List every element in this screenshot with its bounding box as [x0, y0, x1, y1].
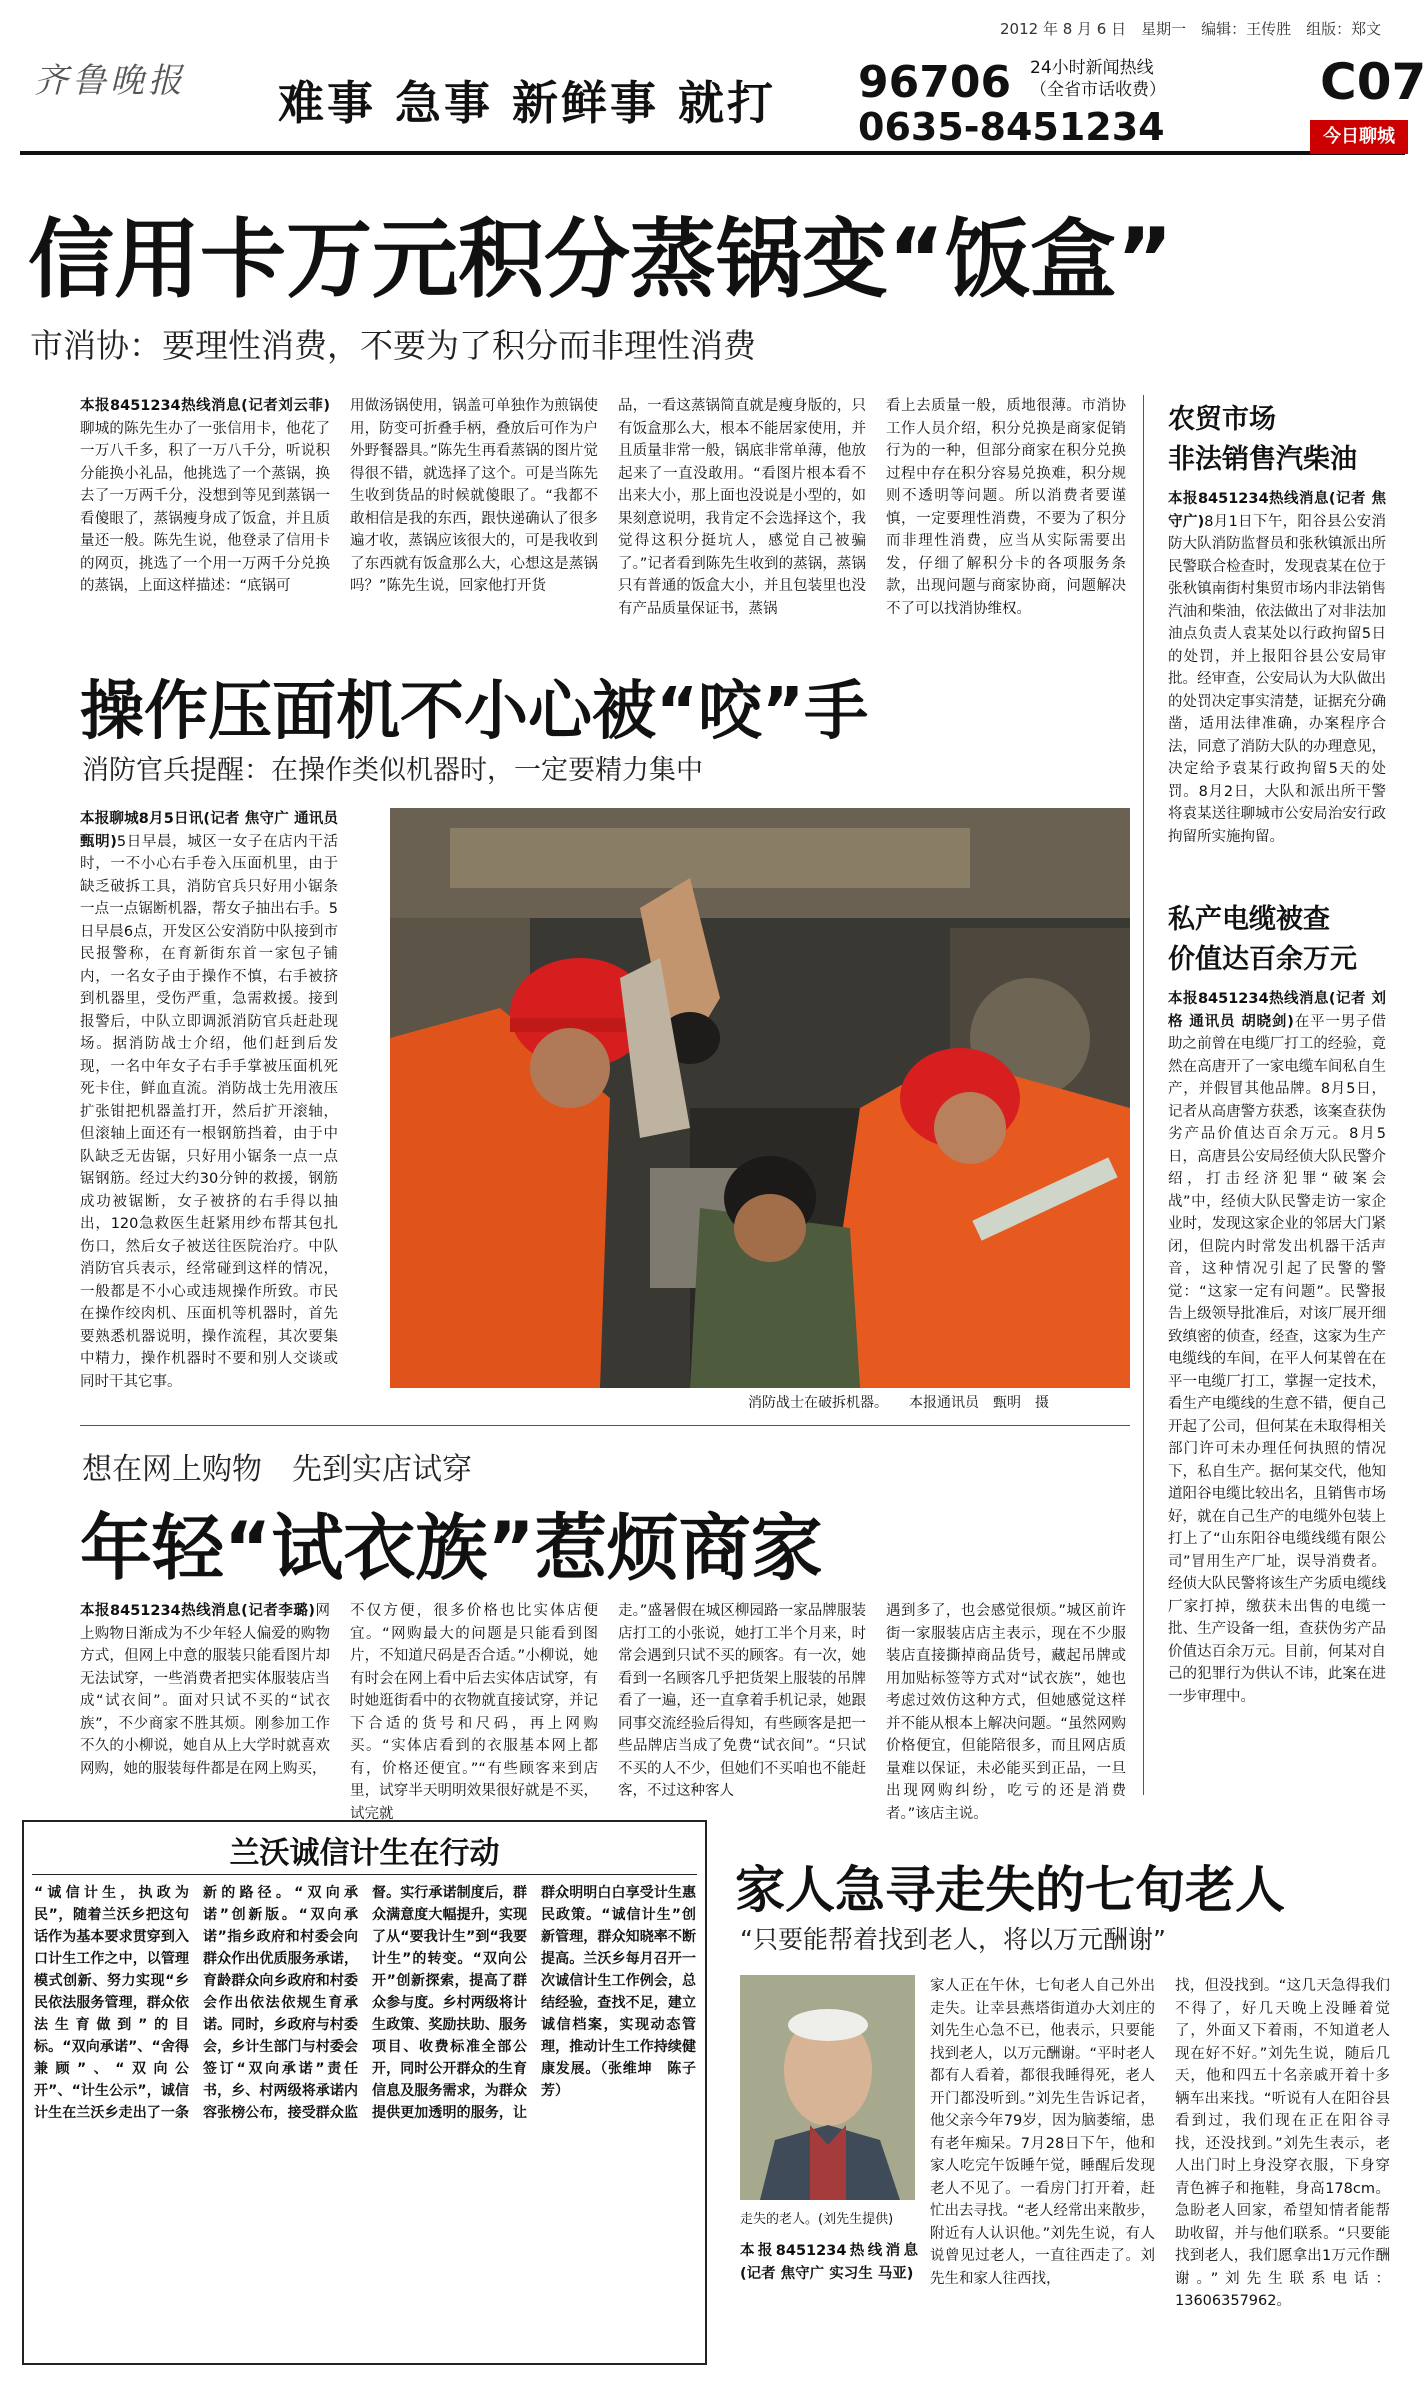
article3-byline: 本报8451234热线消息(记者李璐) [80, 1603, 315, 1619]
article5-byline: 本报8451234热线消息(记者 焦守广 实习生 马亚) [740, 2243, 918, 2282]
article5-col2 [930, 1975, 1155, 2370]
article1-text: 聊城的陈先生办了一张信用卡，他花了一万八千多，积了一万八千分，听说积分能换小礼品，他挑选了一个蒸锅，换去了一万两千分，没想到等见到蒸锅一看傻眼了，蒸锅瘦身成了饭盒，并且质量还一般。陈先生说，他登录了信用卡的网页，挑选了一个用一万两千分兑换的蒸锅，上面这样描述：“底锅可 [80, 420, 330, 594]
article1-col1 [80, 395, 330, 630]
article1-byline: 本报8451234热线消息(记者刘云菲) [80, 398, 330, 414]
hotline-note-text: 24小时新闻热线（全省市话收费） [1030, 58, 1166, 100]
article1-col2 [350, 395, 598, 630]
portrait-illustration [740, 1975, 915, 2200]
article3-kicker: 想在网上购物 先到实店试穿 [82, 1452, 472, 1487]
side-headline-2: 私产电缆被查 价值达百余万元 [1168, 904, 1357, 975]
article1-subhead: 市消协：要理性消费，不要为了积分而非理性消费 [30, 326, 756, 365]
column-divider [1143, 395, 1144, 1795]
article3-col3 [618, 1600, 866, 1799]
article5-headline: 家人急寻走失的七旬老人 [735, 1861, 1285, 1919]
hotline-slogan: 难事 急事 新鲜事 就打 [278, 76, 777, 130]
hotline-long-number: 0635-8451234 [858, 105, 1165, 149]
article3-text: 走。”盛暑假在城区柳园路一家品牌服装店打工的小张说，她打工半个月来，时常会遇到只试不买的顾客。有一次，她看到一名顾客几乎把货架上服装的吊牌看了一遍，还一直拿着手机记录，她跟同事交流经验后得知，有些顾客是把一些品牌店当成了免费“试衣间”。“只试不买的人不少，但她们不买咱也不能赶客，不过这种客人 [618, 1603, 866, 1799]
side-body-2 [1168, 988, 1386, 1800]
article3-col1 [80, 1600, 330, 1790]
article1-col4 [886, 395, 1126, 630]
article2-subhead: 消防官兵提醒：在操作类似机器时，一定要精力集中 [82, 755, 703, 786]
article3-text: 遇到多了，也会感觉很烦。”城区前许街一家服装店店主表示，现在不少服装店直接撕掉商品货号，藏起吊牌或用加贴标签等方式对“试衣族”，她也考虑过效仿这种方式，但她感觉这样并不能从根本上解决问题。“虽然网购价格便宜，但能陪很多，而且网店质量难以保证，未必能买到正品，一旦出现网购纠纷，吃亏的还是消费者。”该店主说。 [886, 1603, 1126, 1822]
article1-headline: 信用卡万元积分蒸锅变“饭盒” [28, 210, 1174, 310]
side-text-2: 在平一男子借助之前曾在电缆厂打工的经验，竟然在高唐开了一家电缆车间私自生产，并假冒其他品牌。8月5日，记者从高唐警方获悉，该案查获伪劣产品价值达百余万元。8月5日，高唐县公安局经侦大队民警介绍，打击经济犯罪“破案会战”中，经侦大队民警走访一家企业时，发现这家企业的邻居大门紧闭，但院内时常发出机器干活声音，这种情况引起了民警的警觉：“这家一定有问题”。民警报告上级领导批准后，对该厂展开细致缜密的侦查，经查，这家为生产电缆线的车间，在平人何某曾在在平一电缆厂打工，掌握一定技术，看生产电缆线的生意不错，便自己开起了公司，但何某在未取得相关部门许可未办理任何执照的情况下，私自生产。据何某交代，他知道阳谷电缆比较出名，且销售市场好，就在自己生产的电缆外包装上打上了“山东阳谷电缆线缆有限公司”冒用生产厂址，误导消费者。经侦大队民警将该生产劣质电缆线厂家打掉，缴获未出售的电缆一批、生产设备一组，查获伪劣产品价值达百余万元。目前，何某对自己的犯罪行为供认不讳，此案在进一步审理中。 [1168, 1013, 1386, 1705]
article1-text: 用做汤锅使用，锅盖可单独作为煎锅使用，防变可折叠手柄，叠放后可作为户外野餐器具。”陈先生再看蒸锅的图片觉得很不错，就选择了这个。可是当陈先生收到货品的时候就傻眼了。“我都不敢相信是我的东西，跟快递确认了很多遍才收，蒸锅应该很大的，可是我收到了东西就有饭盒那么大，心想这是蒸锅吗？”陈先生说，回家他打开货 [350, 398, 598, 594]
article2-body [80, 808, 338, 1420]
article5-text: 找，但没找到。“这几天急得我们不得了，好几天晚上没睡着觉了，外面又下着雨，不知道老人现在好不好。”刘先生说，随后几天，他和四五十名亲戚开着十多辆车出来找。“听说有人在阳谷县看到过，我们现在正在阳谷寻找，还没找到。”刘先生表示，老人出门时上身没穿衣服，下身穿青色裤子和拖鞋，身高178cm。急盼老人回家，希望知情者能帮助收留，并与他们联系。“只要能找到老人，我们愿拿出1万元作酬谢。”刘先生联系电话：13606357962。 [1175, 1978, 1390, 2309]
section-label: 今日聊城 [1310, 120, 1408, 154]
missing-person-photo [740, 1975, 915, 2200]
article1-text: 品，一看这蒸锅简直就是瘦身版的，只有饭盒那么大，根本不能居家使用，并且质量非常一般，锅底非常单薄，他放起来了一直没敢用。“看图片根本看不出来大小，那上面也没说是小型的，如果刻意说明，我肯定不会选择这个，我觉得这积分挺坑人，感觉自己被骗了。”记者看到陈先生收到的蒸锅，蒸锅只有普通的饭盒大小，并且包装里也没有产品质量保证书，蒸锅 [618, 398, 866, 617]
hotline-short-number: 96706 [858, 57, 1012, 108]
article4-text: “诚信计生，执政为民”，随着兰沃乡把这句话作为基本要求贯穿到入口计生工作之中，以管理模式创新、努力实现“乡民依法服务管理，群众依法生育做到”的目标。“双向承诺”、“舍得兼顾”、“双向公开”、“计生公示”，诚信计生在兰沃乡走出了一条新的路径。“双向承诺”创新版。“双向承诺”指乡政府和村委会向群众作出优质服务承诺，育龄群众向乡政府和村委会作出依法依规生育承诺。同时，乡政府与村委会，乡计生部门与村委会签订“双向承诺”责任书，乡、村两级将承诺内容张榜公布，接受群众监督。实行承诺制度后，群众满意度大幅提升，实现了从“要我计生”到“我要计生”的转变。“双向公开”创新探索，提高了群众参与度。乡村两级将计生政策、奖励扶助、服务项目、收费标准全部公开，同时公开群众的生育信息及服务需求，为群众提供更加透明的服务，让群众明明白白享受计生惠民政策。“诚信计生”创新管理，群众知晓率不断提高。兰沃乡每月召开一次诚信计生工作例会，总结经验，查找不足，建立诚信档案，实现动态管理，推动计生工作持续健康发展。（张维坤 陈子芳） [34, 1885, 696, 2121]
side-headline-1: 农贸市场 非法销售汽柴油 [1168, 404, 1357, 475]
article5-col3 [1175, 1975, 1390, 2370]
article5-subhead: “只要能帮着找到老人，将以万元酬谢” [740, 1925, 1166, 1954]
article3-text: 网上购物日渐成为不少年轻人偏爱的购物方式，但网上中意的服装只能看图片却无法试穿，一些消费者把实体服装店当成“试衣间”。面对只试不买的“试衣族”，不少商家不胜其烦。刚参加工作不久的小柳说，她自从上大学时就喜欢网购，她的服装每件都是在网上购买， [80, 1603, 330, 1777]
missing-photo-caption: 走失的老人。(刘先生提供) [740, 2212, 894, 2227]
masthead [20, 45, 1426, 155]
article1-text: 看上去质量一般，质地很薄。市消协工作人员介绍，积分兑换是商家促销行为的一种，但部分商家在积分兑换过程中存在积分容易兑换难，积分规则不透明等问题。所以消费者要谨慎，一定要理性消费，不要为了积分而非理性消费，应当从实际需要出发，仔细了解积分卡的各项服务条款，出现问题与商家协商，问题解决不了可以找消协维权。 [886, 398, 1126, 617]
newspaper-logo: 齐鲁晚报 [34, 61, 186, 101]
article4-rule [32, 1874, 697, 1875]
article5-col1 [740, 2240, 918, 2368]
article2-headline: 操作压面机不小心被“咬”手 [80, 675, 869, 749]
page-number: C07 [1320, 53, 1426, 111]
firefighters-illustration [390, 808, 1130, 1388]
article3-col2 [350, 1600, 598, 1822]
article1-col3 [618, 395, 866, 630]
side-body-1 [1168, 488, 1386, 888]
article3-text: 不仅方便，很多价格也比实体店便宜。“网购最大的问题是只能看到图片，不知道尺码是否合适。”小柳说，她有时会在网上看中后去实体店试穿，有时她逛街看中的衣物就直接试穿，并记下合适的货号和尺码，再上网购买。“实体店看到的衣服基本网上都有，价格还便宜。”“有些顾客来到店里，试穿半天明明效果很好就是不买，试完就 [350, 1603, 598, 1822]
article4-body [34, 1882, 696, 2360]
article2-byline: 本报聊城8月5日讯(记者 焦守广 通讯员 甄明) [80, 811, 338, 850]
side-byline-1: 本报8451234热线消息(记者 焦守广) [1168, 491, 1386, 530]
photo-caption: 消防战士在破拆机器。 本报通讯员 甄明 摄 [748, 1395, 1049, 1411]
article4-box [22, 1820, 707, 2365]
side-text-1: 8月1日下午，阳谷县公安消防大队消防监督员和张秋镇派出所民警联合检查时，发现袁某在位于张秋镇南街村集贸市场内非法销售汽油和柴油，依法做出了对非法加油点负责人袁某处以行政拘留5日的处罚，并上报阳谷县公安局审批。经审查，公安局认为大队做出的处罚决定事实清楚，证据充分确凿，适用法律准确，办案程序合法，同意了消防大队的办理意见，决定给予袁某行政拘留5天的处罚。8月2日，大队和派出所干警将袁某送往聊城市公安局治安行政拘留所实施拘留。 [1168, 513, 1386, 845]
article3-headline: 年轻“试衣族”惹烦商家 [80, 1506, 823, 1590]
article4-headline: 兰沃诚信计生在行动 [229, 1836, 500, 1871]
hotline-note [1030, 57, 1180, 101]
article5-text: 家人正在午休，七旬老人自己外出走失。让幸县燕塔街道办大刘庄的刘先生心急不已，他表示，只要能找到老人，以万元酬谢。“平时老人都有人看着，都很我睡得死，老人开门都没听到。”刘先生告诉记者，他父亲今年79岁，因为脑萎缩，患有老年痴呆。7月28日下午，他和家人吃完午饭睡午觉，睡醒后发现老人不见了。一看房门打开着，赶忙出去寻找。“老人经常出来散步，附近有人认识他。”刘先生说，有人说曾见过老人，一直往西走了。刘先生和家人往西找， [930, 1978, 1156, 2287]
article3-col4 [886, 1600, 1126, 1822]
rescue-photo [390, 808, 1130, 1388]
section-divider [80, 1425, 1130, 1426]
side-byline-2: 本报8451234热线消息(记者 刘格 通讯员 胡晓剑) [1168, 991, 1386, 1030]
article2-text: 5日早晨，城区一女子在店内干活时，一不小心右手卷入压面机里，由于缺乏破拆工具，消防官兵只好用小锯条一点一点锯断机器，帮女子抽出右手。5日早晨6点，开发区公安消防中队接到市民报警称，在育新街东首一家包子铺内，一名女子由于操作不慎，右手被挤到机器里，受伤严重，急需救援。接到报警后，中队立即调派消防官兵赶赴现场。据消防战士介绍，他们赶到后发现，一名中年女子右手手掌被压面机死死卡住，鲜血直流。消防战士先用液压扩张钳把机器盖打开，然后扩开滚轴，但滚轴上面还有一根钢筋挡着，由于中队缺乏无齿锯，只好用小锯条一点一点锯钢筋。经过大约30分钟的救援，钢筋成功被锯断，女子被挤的右手得以抽出，120急救医生赶紧用纱布帮其包扎伤口，然后女子被送往医院治疗。中队消防官兵表示，经常碰到这样的情况，一般都是不小心或违规操作所致。市民在操作绞肉机、压面机等机器时，首先要熟悉机器说明，操作流程，其次要集中精力，操作机器时不要和别人交谈或同时干其它事。 [80, 833, 338, 1390]
issue-info-line: 2012 年 8 月 6 日 星期一 编辑：王传胜 组版：郑文 [1000, 20, 1382, 38]
